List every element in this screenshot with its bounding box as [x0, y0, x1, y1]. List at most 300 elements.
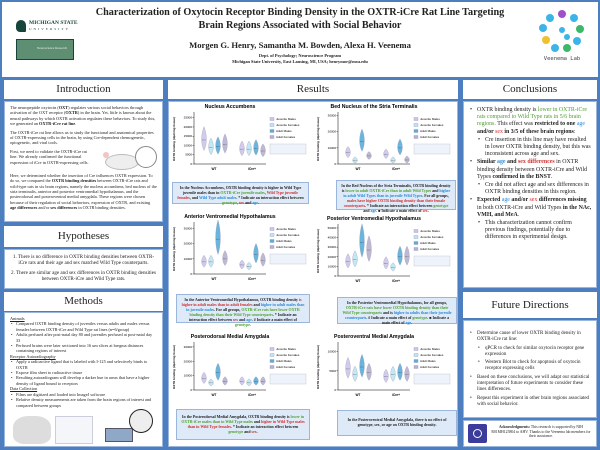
neuron-network-icon [537, 8, 587, 58]
text-segment: . # Indicate a main effect of [366, 316, 413, 320]
statistics-box [414, 374, 450, 384]
x-tick-label: WT [211, 393, 217, 397]
legend-label: Adult Males [420, 241, 436, 245]
list-item: • Compared OXTR binding density of juveniles versus adults and males versus females between OXTR-iCre and Wild Type rat lines (n=6/group) [10, 321, 157, 332]
violin-adult-males [216, 363, 221, 380]
text-segment: and [505, 159, 518, 166]
legend-swatch [270, 234, 274, 237]
animals-list [10, 321, 157, 353]
y-axis-label: OXTR binding (dpm/mg tissue) [316, 345, 320, 389]
chart-title: Posteroventral Medial Amygdala [334, 334, 414, 340]
text-segment: : [573, 128, 576, 135]
text-segment: Here, we determined whether the insertion of Cre influences OXTR expression. To do so, we compared the [10, 172, 153, 184]
conclusions-header: Conclusions [463, 80, 597, 99]
conclusions-section [463, 101, 597, 288]
text-segment: and [243, 430, 252, 434]
legend-swatch [414, 360, 418, 363]
text-segment: Wild Type juvenile females [177, 191, 299, 200]
text-segment: age [405, 321, 412, 325]
legend-label: Adult Males [276, 359, 292, 363]
text-segment: This characterization cannot confirm previous findings, potentially due to differences in experimental design. [485, 220, 572, 241]
text-segment: in OXTR binding densities. [77, 205, 126, 211]
text-segment: and [431, 189, 440, 193]
text-segment: OXTR-iCre juvenile males [220, 191, 265, 195]
poster-title [72, 7, 528, 32]
violin-juvenile-females [209, 379, 214, 386]
text-segment: sex differences [518, 159, 555, 166]
hypothesis-2: 2. There are similar age and sex differences in OXTR binding densities between OXTR-iCre and Wild Type rats. [11, 269, 156, 282]
text-segment: , and [189, 196, 200, 200]
legend-swatch [414, 242, 418, 245]
violin-adult-females [223, 251, 228, 266]
text-segment: OXTR binding density is [477, 107, 538, 113]
text-segment: The OXTR-iCre rat line allows us to study the functional and anatomical properties of OXTR-expressing cells in the brain, by using Cre-dependent chemogenetic, optogenetic, and viral tools. [10, 129, 154, 146]
list-item: • Films are digitized and loaded into ImageJ software [10, 392, 157, 397]
legend-swatch [270, 348, 274, 351]
violin-plot [170, 330, 310, 406]
text-segment: In the Posterodorsal Medial Amygdala, OXTR binding density is [182, 415, 291, 419]
chart-posteroventral-mea [314, 330, 454, 406]
text-segment: lower in OXTR-iCre males than in Wild Type males [181, 415, 304, 424]
list-item: • Resulting autoradiogram will develop a darker hue in areas that have a higher density of ligand bound to receptors [10, 375, 157, 386]
violin-adult-males [360, 224, 365, 257]
text-segment: age [246, 318, 252, 322]
legend-swatch [414, 118, 418, 121]
methods-section [4, 312, 163, 447]
violin-adult-males [398, 363, 403, 380]
violin-plot [170, 100, 310, 180]
data-collection-subheading: Data Collection [10, 386, 38, 392]
text-segment: OXTR-iCre rats have lower OXTR binding density than their Wild Type counterparts [342, 306, 449, 315]
caption-bnst [336, 180, 456, 213]
y-tick-label: 5000 [329, 368, 336, 373]
text-segment: . * Indicate an interaction effect between [231, 425, 299, 429]
y-axis-label: OXTR binding (dpm/mg tissue) [172, 227, 176, 271]
violin-adult-males [216, 220, 221, 255]
violin-juvenile-females [247, 379, 252, 386]
text-segment: Wild Type adult males [199, 196, 237, 200]
text-segment: Similar [477, 159, 498, 166]
text-segment: In the Bed Nucleus of the Stria Terminalis, OXTR binding density is [341, 184, 451, 193]
legend-swatch [414, 248, 418, 251]
legend-label: Adult Females [276, 365, 296, 369]
text-segment: in both OXTR-iCre and Wild Types [477, 204, 563, 211]
authors: Morgen G. Henry, Samantha M. Bowden, Alexa H. Veenema [189, 40, 411, 50]
text-segment: . [517, 211, 520, 218]
future-directions-section [463, 320, 597, 418]
text-segment: differences missing [537, 197, 587, 204]
future-direction-item: • Based on these conclusions, we will adapt our statistical interpretation of future experiments to consider these lines differences. [469, 375, 592, 394]
text-segment: In the Anterior Ventromedial Hypothalamus, OXTR binding density [184, 298, 299, 302]
methods-header: Methods [4, 292, 163, 311]
legend-swatch [414, 348, 418, 351]
statistics-box [270, 144, 306, 154]
conclusions-list [469, 107, 592, 242]
text-segment: age [497, 159, 506, 166]
legend-label: Juvenile Males [420, 347, 440, 351]
legend-label: Adult Females [276, 135, 296, 139]
chart-posterodorsal-mea [170, 330, 310, 406]
introduction-section [4, 101, 163, 222]
violin-juvenile-males [346, 147, 351, 158]
intro-paragraph [10, 149, 94, 170]
text-segment: age differences [10, 205, 38, 211]
text-segment: sex [495, 128, 503, 135]
text-segment: age [576, 121, 585, 128]
legend-label: Adult Females [276, 245, 296, 249]
text-segment: and/or [509, 197, 530, 204]
violin-plot [170, 210, 310, 290]
msu-seal-icon [468, 424, 487, 443]
violin-juvenile-females [391, 263, 396, 272]
hypotheses-header: Hypotheses [4, 226, 163, 247]
x-tick-label: iCre+ [391, 393, 401, 397]
text-segment: and/or [37, 205, 51, 211]
list-item: • Perfused brains were later sectioned into 16 um slices at bregma distances containing regions of interest [10, 343, 157, 354]
violin-juvenile-males [384, 369, 389, 382]
caption-posteroventral-mea [337, 410, 457, 436]
text-segment: lower in adult OXTR-iCre than in adult Wild Types [345, 189, 432, 193]
text-segment: . [249, 323, 251, 327]
violin-adult-females [367, 152, 372, 160]
violin-adult-females [367, 363, 372, 380]
violin-adult-females [261, 253, 266, 267]
text-segment: . * Indicate an interaction effect between [189, 313, 297, 322]
legend-swatch [270, 354, 274, 357]
affiliation: Michigan State University, East Lansing, MI, USA; henrymor@msu.edu [232, 59, 368, 64]
text-segment: sex [529, 197, 538, 204]
violin-juvenile-males [240, 260, 245, 269]
y-tick-label: 10000 [327, 264, 336, 269]
y-tick-label: 30000 [183, 344, 192, 349]
text-segment: sex [422, 209, 428, 213]
legend-label: Adult Males [420, 359, 436, 363]
text-segment: Cre did not affect age and sex differences in OXTR binding densities in this region. [485, 182, 589, 196]
text-segment: Expected [477, 197, 502, 204]
text-segment: OXTR binding densities [51, 178, 97, 184]
brain-section-image [13, 416, 51, 444]
text-segment: Cre insertion in this line may have resulted in lower OXTR binding density, but this was inconsistent across age and sex. [485, 136, 591, 158]
legend-label: Juvenile Males [420, 229, 440, 233]
text-segment: genotype [222, 201, 237, 205]
text-segment: . For all groups, [422, 194, 449, 198]
future-direction-item: • Western Blot to check for apoptosis of oxytocin receptor expressing cells [469, 360, 592, 373]
animals-subheading: Animals [10, 316, 25, 321]
text-segment: confirmed in the BNST [492, 173, 551, 180]
legend-label: Juvenile Females [276, 123, 300, 127]
x-tick-label: WT [211, 277, 217, 281]
results-header: Results [168, 80, 458, 99]
text-segment: sex differences [50, 205, 78, 211]
list-item: • Apply a radioactive ligand that is labeled with I-125 and selectively binds to OXTR [10, 359, 157, 370]
legend-label: Juvenile Males [276, 227, 296, 231]
violin-juvenile-females [247, 141, 252, 156]
statistics-box [270, 254, 306, 264]
legend-swatch [270, 124, 274, 127]
y-tick-label: 20000 [183, 359, 192, 364]
violin-juvenile-males [202, 127, 207, 151]
text-segment: . [550, 173, 553, 180]
legend-swatch [414, 236, 418, 239]
legend-label: Juvenile Males [276, 117, 296, 121]
legend-label: Adult Males [420, 129, 436, 133]
text-segment: OXTR-iCre rat line [39, 121, 76, 127]
violin-adult-females [405, 156, 410, 163]
y-tick-label: 0 [334, 162, 336, 166]
violin-adult-males [216, 137, 221, 154]
legend-swatch [270, 136, 274, 139]
chart-title: Posterodorsal Medial Amygdala [190, 334, 270, 340]
future-directions-header: Future Directions [463, 292, 597, 318]
y-tick-label: 10000 [327, 349, 336, 354]
list-item: • Relative density measurements are taken from the brain regions of interest and compared between groups [10, 397, 157, 408]
y-tick-label: 0 [334, 274, 336, 278]
statistics-box [414, 256, 450, 266]
y-axis-label: OXTR binding (dpm/mg tissue) [316, 117, 320, 161]
violin-adult-males [398, 139, 403, 155]
legend-swatch [270, 360, 274, 363]
hypotheses-section [4, 249, 163, 289]
violin-plot [314, 100, 454, 180]
film-closeup-image [129, 409, 153, 433]
text-segment: . [411, 321, 413, 325]
text-segment: . For all groups, [214, 308, 242, 312]
violin-juvenile-females [209, 255, 214, 267]
legend-swatch [414, 130, 418, 133]
x-tick-label: iCre+ [247, 393, 257, 397]
text-segment: higher in adult males than in juvenile males [186, 303, 305, 312]
legend-label: Juvenile Females [276, 353, 300, 357]
text-segment: , [236, 201, 239, 205]
text-segment: . [256, 430, 258, 434]
chart-title: Anterior Ventromedial Hypothalamus [184, 214, 276, 220]
lab-logo-text: Veenema Lab [543, 56, 581, 62]
violin-juvenile-males [202, 372, 207, 383]
brain-atlas-image [55, 416, 93, 444]
legend-swatch [414, 366, 418, 369]
legend-label: Adult Females [420, 365, 440, 369]
legend-label: Juvenile Males [420, 117, 440, 121]
text-segment: males have higher OXTR binding density than their female counterparts [343, 199, 446, 208]
future-directions-list [469, 331, 592, 408]
y-tick-label: 10000 [327, 145, 336, 150]
text-segment: sex [238, 201, 245, 205]
poster-header [2, 2, 598, 77]
violin-juvenile-females [353, 366, 358, 381]
violin-adult-females [223, 377, 228, 386]
conclusion-item [469, 182, 592, 196]
text-segment: In the Posteroventral Medial Amygdala, there is no effect of genotype, sex, or age on OXTR binding density. [347, 418, 447, 427]
text-segment: . [427, 209, 429, 213]
text-segment: and [363, 209, 371, 213]
violin-juvenile-males [202, 255, 207, 267]
y-tick-label: 30000 [183, 226, 192, 231]
x-tick-label: iCre+ [391, 167, 401, 171]
y-tick-label: 0 [334, 388, 336, 392]
caption-posterior-vmh [337, 297, 457, 324]
y-tick-label: 15000 [183, 134, 192, 139]
legend-label: Adult Males [276, 129, 292, 133]
chart-posterior-vmh [314, 212, 454, 292]
text-segment: age [370, 209, 377, 213]
y-tick-label: 40000 [327, 235, 336, 240]
future-direction-item: • Determine cause of lower OXTR binding density in OXTR-iCre rat line: [469, 331, 592, 344]
y-tick-label: 50000 [327, 225, 336, 230]
x-tick-label: iCre+ [247, 167, 257, 171]
text-segment: in 3/5 of these brain regions [502, 128, 574, 135]
text-segment: , [264, 191, 267, 195]
text-segment: . [75, 121, 77, 127]
text-segment: and [252, 420, 262, 424]
legend-label: Adult Males [276, 239, 292, 243]
text-segment: and [244, 201, 253, 205]
violin-adult-males [398, 246, 403, 265]
y-tick-label: 0 [190, 272, 192, 276]
violin-juvenile-males [346, 254, 351, 268]
text-segment: . * Indicate an interaction effect between [236, 196, 304, 200]
text-segment: OXT [58, 105, 69, 110]
acknowledgments-label: Acknowledgments: [498, 425, 530, 429]
text-segment: lower in OXTR-iCre rats compared to Wild Type rats in 5/6 brain regions. [477, 107, 587, 128]
text-segment: ) regulates various social behaviors through activation of the OXT receptor ( [10, 105, 144, 116]
violin-adult-females [405, 366, 410, 381]
legend-label: Juvenile Males [276, 347, 296, 351]
violin-plot [314, 212, 454, 292]
y-tick-label: 30000 [327, 113, 336, 118]
acknowledgments-text: This research is supported by NIH R01MH125804 to AHV. Thanks to the Veenema lab members for their assistance. [491, 425, 591, 439]
chart-title: Posterior Ventromedial Hypothalamus [327, 216, 421, 222]
text-segment: genotype [228, 430, 244, 434]
y-tick-label: 20000 [327, 254, 336, 259]
text-segment: between OXTR-iCre rats and wild-type rats in six brain regions, namely the nucleus accumbens, bed nucleus of the stria terminalis, anterior and posterior ventromedial hypothalamus, and the posterodorsal and posteroventral medial amygdala. These regions were chosen because of their regulation of social behaviors, expression of OXTR, and existing [10, 178, 157, 205]
x-tick-label: WT [211, 167, 217, 171]
film-scanner-image [105, 428, 133, 442]
text-segment: and [238, 318, 247, 322]
legend-swatch [270, 366, 274, 369]
y-tick-label: 25000 [183, 115, 192, 120]
text-segment: . # Indicate a main effect of [251, 318, 297, 322]
legend-swatch [270, 228, 274, 231]
y-tick-label: 20000 [327, 129, 336, 134]
legend-swatch [270, 130, 274, 133]
text-segment: and [252, 303, 261, 307]
msu-logo-subtext: UNIVERSITY [29, 27, 70, 31]
intro-paragraph [10, 105, 157, 127]
title-line-1: Characterization of Oxytocin Receptor Binding Density in the OXTR-iCre Rat Line Targeting [95, 7, 505, 18]
text-segment: . * Indicate an interaction effect between [365, 204, 434, 208]
rat-illustration [101, 146, 161, 172]
violin-adult-females [261, 377, 266, 386]
legend-label: Adult Females [420, 247, 440, 251]
legend-swatch [414, 230, 418, 233]
legend-label: Juvenile Females [420, 235, 444, 239]
x-tick-label: iCre+ [391, 279, 401, 283]
introduction-header: Introduction [4, 80, 163, 99]
violin-adult-males [254, 243, 259, 263]
chart-title: Nucleus Accumbens [204, 104, 256, 110]
legend-swatch [270, 240, 274, 243]
text-segment: ) in the brain. Yet, little is known about the neural pathways by which OXTR activation regulates these behaviors. To study this, we generated an [10, 110, 156, 127]
data-collection-list [10, 392, 157, 408]
violin-juvenile-females [391, 157, 396, 163]
violin-juvenile-males [384, 149, 389, 159]
text-segment: sex [251, 430, 257, 434]
text-segment: age [252, 201, 258, 205]
y-tick-label: 10000 [183, 143, 192, 148]
violin-plot [314, 330, 454, 406]
x-tick-label: iCre+ [247, 277, 257, 281]
text-segment: OXTR [65, 110, 78, 116]
y-axis-label: OXTR binding (dpm/mg tissue) [316, 229, 320, 273]
text-segment: is higher in adult males than in adult females [181, 298, 302, 307]
violin-juvenile-females [353, 157, 358, 163]
text-segment: and is [382, 311, 394, 315]
text-segment: higher in adult Wild Types than in juvenile Wild Types [343, 189, 451, 198]
violin-adult-males [254, 377, 259, 386]
violin-adult-females [223, 134, 228, 153]
future-direction-item: • qPCR to check for similar oxytocin receptor gene expression [469, 346, 592, 359]
violin-adult-females [261, 144, 266, 157]
text-segment: genotype [433, 204, 449, 208]
legend-swatch [270, 118, 274, 121]
legend-label: Juvenile Females [420, 353, 444, 357]
violin-juvenile-males [240, 141, 245, 156]
future-direction-item: • Repeat this experiment in other brain regions associated with social behavior. [469, 396, 592, 409]
neuroscience-logo-text: Neuroscience Research [37, 46, 67, 50]
neuroscience-logo [16, 39, 74, 60]
y-tick-label: 0 [190, 162, 192, 166]
violin-adult-males [360, 354, 365, 377]
legend-swatch [414, 136, 418, 139]
intro-paragraph [10, 130, 157, 146]
y-tick-label: 20000 [183, 124, 192, 129]
y-tick-label: 10000 [183, 256, 192, 261]
text-segment: In the Posterior Ventromedial Hypothalamus, for all groups, [346, 301, 448, 305]
violin-juvenile-males [384, 257, 389, 269]
msu-logo-text: MICHIGAN STATE [29, 20, 78, 26]
department: Dept. of Psychology; Neuroscience Program [258, 53, 342, 58]
conclusion-item [469, 220, 592, 242]
text-segment: . ■ Indicate a main effect of [381, 316, 450, 325]
conclusion-item [469, 159, 592, 181]
chart-nucleus-accumbens [170, 100, 310, 180]
text-segment: restricted to one [534, 121, 577, 128]
text-segment: . [257, 201, 259, 205]
legend-label: Adult Females [420, 135, 440, 139]
text-segment: The neuropeptide oxytocin ( [10, 105, 59, 110]
legend-swatch [414, 124, 418, 127]
y-tick-label: 5000 [185, 152, 192, 157]
veenema-lab-logo [537, 8, 587, 68]
legend-swatch [270, 246, 274, 249]
x-tick-label: WT [355, 167, 361, 171]
list-item: • Expose film sheet to radioactive tissue [10, 370, 157, 375]
x-tick-label: WT [355, 393, 361, 397]
violin-juvenile-females [353, 251, 358, 267]
chart-title: Bed Nucleus of the Stria Terminalis [330, 104, 418, 110]
y-axis-label: OXTR binding (dpm/mg tissue) [172, 117, 176, 161]
violin-juvenile-females [247, 262, 252, 270]
text-segment: higher in adults than their juvenile counterparts [344, 311, 452, 320]
hypothesis-1: 1. There is no difference in OXTR binding densities between OXTR-iCre rats and their age and sex matched Wild Type counterparts. [12, 254, 155, 267]
text-segment: First, we need to validate the OXTR-iCre rat line. We already confirmed the functional expression of iCre in OXTR-expressing cells. [10, 148, 89, 165]
caption-posterodorsal-mea [176, 409, 310, 440]
legend-label: Juvenile Females [276, 233, 300, 237]
acknowledgments-box [463, 420, 597, 447]
text-segment: in the NAc, VMH, and MeA [477, 204, 592, 218]
statistics-box [270, 374, 306, 384]
conclusion-item [469, 197, 592, 219]
